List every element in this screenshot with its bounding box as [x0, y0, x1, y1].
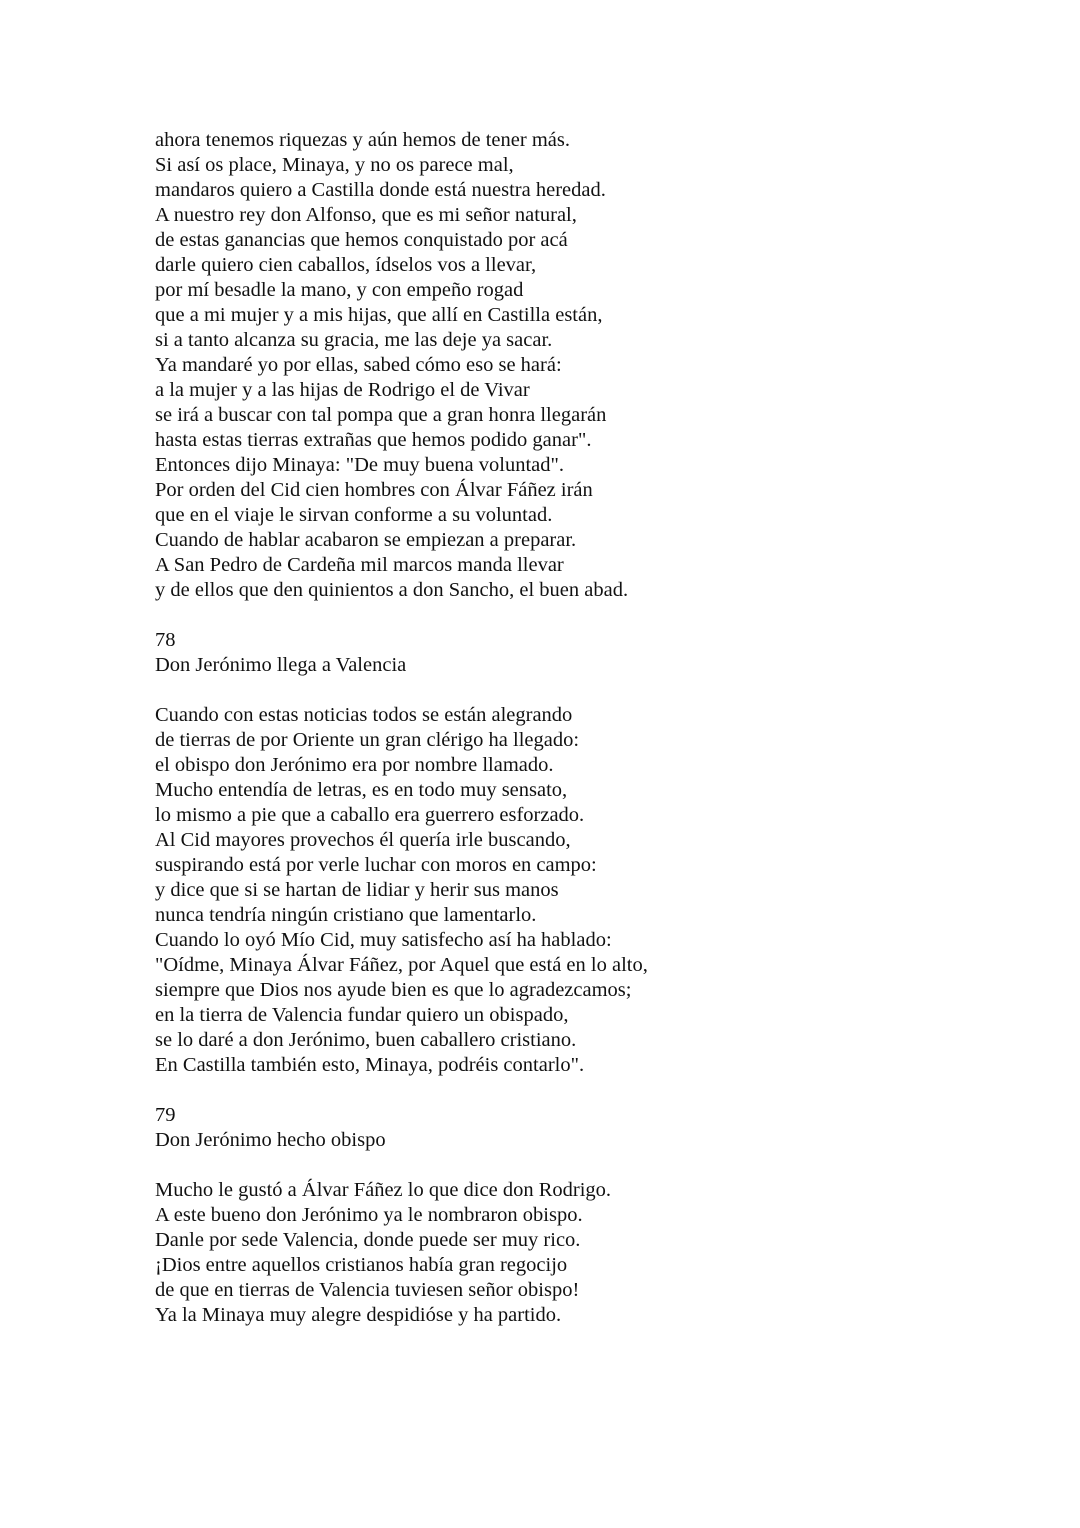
section-number: 78 — [155, 629, 176, 651]
verse-line: A este bueno don Jerónimo ya le nombraron obispo. — [155, 1204, 583, 1226]
verse-line: Ya la Minaya muy alegre despidióse y ha partido. — [155, 1304, 562, 1326]
verse-line: se irá a buscar con tal pompa que a gran honra llegarán — [155, 404, 607, 426]
verse-line: Cuando con estas noticias todos se están alegrando — [155, 704, 573, 726]
verse-line: y dice que si se hartan de lidiar y herir sus manos — [155, 879, 559, 901]
stanza-intro — [155, 128, 1035, 603]
verse-line: Al Cid mayores provechos él quería irle buscando, — [155, 829, 571, 851]
verse-line: de que en tierras de Valencia tuviesen señor obispo! — [155, 1279, 580, 1301]
verse-line: lo mismo a pie que a caballo era guerrero esforzado. — [155, 804, 585, 826]
verse-line: Danle por sede Valencia, donde puede ser muy rico. — [155, 1229, 581, 1251]
verse-line: Entonces dijo Minaya: "De muy buena voluntad". — [155, 454, 564, 476]
blank-line — [155, 1078, 1035, 1103]
verse-line: ¡Dios entre aquellos cristianos había gran regocijo — [155, 1254, 568, 1276]
verse-line: se lo daré a don Jerónimo, buen caballero cristiano. — [155, 1029, 577, 1051]
verse-line: si a tanto alcanza su gracia, me las deje ya sacar. — [155, 329, 553, 351]
blank-line — [155, 678, 1035, 703]
verse-line: Si así os place, Minaya, y no os parece mal, — [155, 154, 514, 176]
verse-line: A San Pedro de Cardeña mil marcos manda llevar — [155, 554, 564, 576]
verse-line: en la tierra de Valencia fundar quiero un obispado, — [155, 1004, 569, 1026]
verse-line: que en el viaje le sirvan conforme a su voluntad. — [155, 504, 553, 526]
verse-line: Mucho le gustó a Álvar Fáñez lo que dice don Rodrigo. — [155, 1179, 612, 1201]
verse-line: hasta estas tierras extrañas que hemos podido ganar". — [155, 429, 592, 451]
verse-line: Por orden del Cid cien hombres con Álvar Fáñez irán — [155, 479, 593, 501]
verse-line: Mucho entendía de letras, es en todo muy sensato, — [155, 779, 568, 801]
verse-line: y de ellos que den quinientos a don Sancho, el buen abad. — [155, 579, 629, 601]
verse-line: En Castilla también esto, Minaya, podréis contarlo". — [155, 1054, 585, 1076]
verse-line: "Oídme, Minaya Álvar Fáñez, por Aquel que está en lo alto, — [155, 954, 648, 976]
verse-line: de estas ganancias que hemos conquistado por acá — [155, 229, 568, 251]
verse-line: siempre que Dios nos ayude bien es que lo agradezcamos; — [155, 979, 632, 1001]
document-page — [155, 128, 1035, 1328]
verse-line: nunca tendría ningún cristiano que lamentarlo. — [155, 904, 537, 926]
verse-line: ahora tenemos riquezas y aún hemos de tener más. — [155, 129, 570, 151]
verse-line: que a mi mujer y a mis hijas, que allí en Castilla están, — [155, 304, 603, 326]
blank-line — [155, 1153, 1035, 1178]
verse-line: el obispo don Jerónimo era por nombre llamado. — [155, 754, 554, 776]
section-title: Don Jerónimo llega a Valencia — [155, 654, 407, 676]
section-title: Don Jerónimo hecho obispo — [155, 1129, 386, 1151]
section-number: 79 — [155, 1104, 176, 1126]
section-78 — [155, 628, 1035, 1078]
blank-line — [155, 603, 1035, 628]
verse-line: A nuestro rey don Alfonso, que es mi señor natural, — [155, 204, 577, 226]
section-79 — [155, 1103, 1035, 1328]
verse-line: suspirando está por verle luchar con moros en campo: — [155, 854, 597, 876]
verse-line: Cuando lo oyó Mío Cid, muy satisfecho así ha hablado: — [155, 929, 612, 951]
verse-line: a la mujer y a las hijas de Rodrigo el de Vivar — [155, 379, 530, 401]
verse-line: Cuando de hablar acabaron se empiezan a preparar. — [155, 529, 577, 551]
verse-line: por mí besadle la mano, y con empeño rogad — [155, 279, 524, 301]
verse-line: darle quiero cien caballos, ídselos vos a llevar, — [155, 254, 537, 276]
verse-line: Ya mandaré yo por ellas, sabed cómo eso se hará: — [155, 354, 562, 376]
verse-line: mandaros quiero a Castilla donde está nuestra heredad. — [155, 179, 606, 201]
verse-line: de tierras de por Oriente un gran clérigo ha llegado: — [155, 729, 580, 751]
